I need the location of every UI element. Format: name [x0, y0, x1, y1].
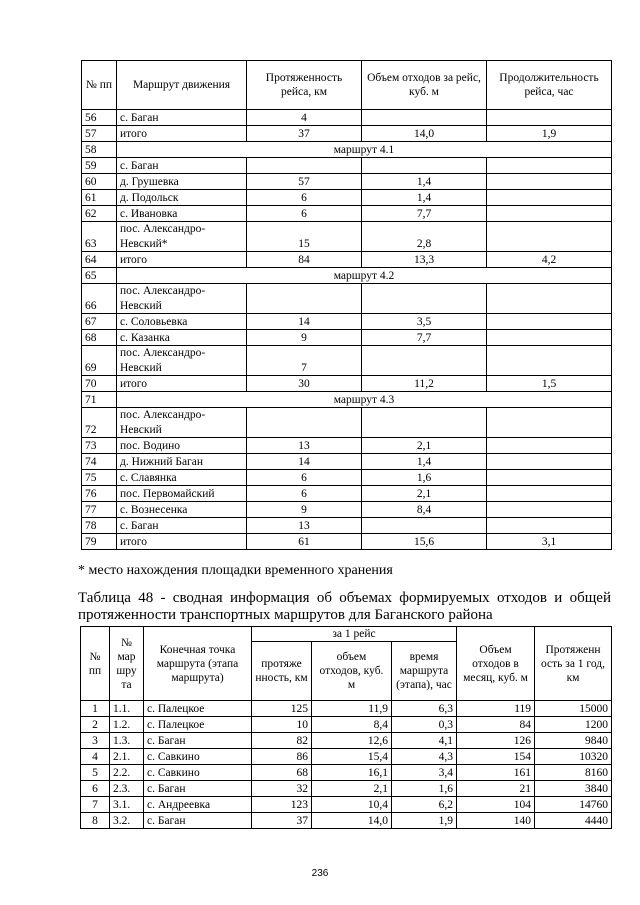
table-row: [81, 701, 612, 717]
trip-length: 32: [252, 781, 312, 797]
route-number: 3.2.: [110, 813, 144, 829]
trip-time: 3,4: [392, 765, 457, 781]
trip-duration: 1,5: [487, 376, 612, 392]
route-number: 2.2.: [110, 765, 144, 781]
yearly-length: 14760: [535, 797, 612, 813]
header-trip-volume: объем отходов, куб. м: [312, 642, 392, 701]
trip-length: 61: [247, 534, 362, 550]
trip-length: 9: [247, 330, 362, 346]
trip-duration: [487, 314, 612, 330]
route-endpoint: с. Баган: [144, 781, 252, 797]
table-row: [82, 330, 612, 346]
trip-volume: 7,7: [362, 206, 487, 222]
trip-length: 57: [247, 174, 362, 190]
route-name: с. Вознесенка: [117, 502, 247, 518]
route-section-label: маршрут 4.1: [117, 142, 612, 158]
summary-header-row-1: [81, 627, 612, 642]
trip-length: 13: [247, 438, 362, 454]
trip-volume: [362, 346, 487, 376]
trip-volume: 15,6: [362, 534, 487, 550]
route-name: пос. Водино: [117, 438, 247, 454]
row-number: 60: [82, 174, 117, 190]
trip-volume: 14,0: [312, 813, 392, 829]
trip-duration: [487, 454, 612, 470]
row-number: 7: [81, 797, 110, 813]
route-endpoint: с. Савкино: [144, 765, 252, 781]
yearly-length: 1200: [535, 717, 612, 733]
route-name: с. Казанка: [117, 330, 247, 346]
route-name: итого: [117, 126, 247, 142]
row-number: 73: [82, 438, 117, 454]
trip-duration: [487, 408, 612, 438]
route-number: 2.1.: [110, 749, 144, 765]
row-number: 75: [82, 470, 117, 486]
trip-volume: 1,4: [362, 190, 487, 206]
row-number: 62: [82, 206, 117, 222]
trip-duration: 4,2: [487, 252, 612, 268]
header-volume: Объем отходов за рейс, куб. м: [362, 61, 487, 110]
monthly-volume: 126: [457, 733, 535, 749]
route-name: итого: [117, 252, 247, 268]
trip-duration: 1,9: [487, 126, 612, 142]
table-row: [82, 518, 612, 534]
monthly-volume: 21: [457, 781, 535, 797]
yearly-length: 4440: [535, 813, 612, 829]
table-row: [81, 717, 612, 733]
route-endpoint: с. Палецкое: [144, 717, 252, 733]
route-name: с. Баган: [117, 518, 247, 534]
row-number: 3: [81, 733, 110, 749]
table-row: [82, 252, 612, 268]
trip-volume: 1,6: [362, 470, 487, 486]
row-number: 56: [82, 110, 117, 126]
trip-volume: 2,1: [362, 486, 487, 502]
header-route: Маршрут движения: [117, 61, 247, 110]
row-number: 61: [82, 190, 117, 206]
trip-duration: [487, 486, 612, 502]
table-row: [82, 438, 612, 454]
trip-length: 68: [252, 765, 312, 781]
trip-length: 14: [247, 314, 362, 330]
row-number: 63: [82, 222, 117, 252]
trip-length: 37: [247, 126, 362, 142]
row-number: 4: [81, 749, 110, 765]
trip-duration: [487, 174, 612, 190]
row-number: 69: [82, 346, 117, 376]
trip-length: [247, 284, 362, 314]
trip-length: 13: [247, 518, 362, 534]
yearly-length: 3840: [535, 781, 612, 797]
table-row: [81, 813, 612, 829]
row-number: 1: [81, 701, 110, 717]
trip-volume: 7,7: [362, 330, 487, 346]
yearly-length: 9840: [535, 733, 612, 749]
route-section-label: маршрут 4.3: [117, 392, 612, 408]
trip-length: 9: [247, 502, 362, 518]
trip-volume: 1,4: [362, 454, 487, 470]
trip-duration: [487, 110, 612, 126]
trip-length: 6: [247, 486, 362, 502]
row-number: 74: [82, 454, 117, 470]
table-row: [82, 314, 612, 330]
trip-duration: [487, 470, 612, 486]
table-row: [82, 534, 612, 550]
route-number: 1.2.: [110, 717, 144, 733]
header-endpoint: Конечная точка маршрута (этапа маршрута): [144, 627, 252, 701]
trip-duration: [487, 190, 612, 206]
trip-length: 30: [247, 376, 362, 392]
route-number: 3.1.: [110, 797, 144, 813]
route-endpoint: с. Баган: [144, 813, 252, 829]
trip-time: 4,1: [392, 733, 457, 749]
trip-volume: 2,8: [362, 222, 487, 252]
header-number: № пп: [82, 61, 117, 110]
row-number: 78: [82, 518, 117, 534]
trip-length: 123: [252, 797, 312, 813]
route-name: с. Баган: [117, 110, 247, 126]
header-trip-time: время маршрута (этапа), час: [392, 642, 457, 701]
route-name: пос. Первомайский: [117, 486, 247, 502]
table-row: [82, 346, 612, 376]
header-duration: Продолжительность рейса, час: [487, 61, 612, 110]
row-number: 57: [82, 126, 117, 142]
table-row: [81, 781, 612, 797]
route-name: д. Грушевка: [117, 174, 247, 190]
trip-duration: [487, 330, 612, 346]
table-row: [82, 486, 612, 502]
trip-volume: 11,2: [362, 376, 487, 392]
trip-length: 15: [247, 222, 362, 252]
table-row: [82, 158, 612, 174]
trip-length: [247, 408, 362, 438]
table-row: [82, 392, 612, 408]
table-row: [81, 765, 612, 781]
route-name: с. Баган: [117, 158, 247, 174]
summary-table: [80, 626, 612, 829]
trip-volume: 8,4: [362, 502, 487, 518]
header-length: Протяженность рейса, км: [247, 61, 362, 110]
table-row: [81, 749, 612, 765]
row-number: 59: [82, 158, 117, 174]
row-number: 71: [82, 392, 117, 408]
route-number: 1.1.: [110, 701, 144, 717]
trip-volume: [362, 518, 487, 534]
trip-duration: [487, 346, 612, 376]
trip-length: 6: [247, 470, 362, 486]
trip-length: 125: [252, 701, 312, 717]
route-number: 2.3.: [110, 781, 144, 797]
row-number: 2: [81, 717, 110, 733]
table-row: [82, 408, 612, 438]
route-endpoint: с. Палецкое: [144, 701, 252, 717]
row-number: 64: [82, 252, 117, 268]
route-endpoint: с. Баган: [144, 733, 252, 749]
trip-time: 4,3: [392, 749, 457, 765]
route-name: пос. Александро-Невский: [117, 346, 247, 376]
routes-table-header: [82, 61, 612, 110]
yearly-length: 8160: [535, 765, 612, 781]
trip-volume: 13,3: [362, 252, 487, 268]
monthly-volume: 104: [457, 797, 535, 813]
table-row: [82, 376, 612, 392]
header-per-trip: за 1 рейс: [252, 627, 457, 642]
row-number: 6: [81, 781, 110, 797]
table-row: [82, 502, 612, 518]
footnote: * место нахождения площадки временного хранения: [78, 563, 393, 578]
summary-table-body: [81, 701, 612, 829]
trip-volume: 14,0: [362, 126, 487, 142]
page-number: 236: [311, 868, 329, 879]
table-row: [82, 268, 612, 284]
row-number: 77: [82, 502, 117, 518]
route-number: 1.3.: [110, 733, 144, 749]
trip-time: 1,9: [392, 813, 457, 829]
trip-time: 1,6: [392, 781, 457, 797]
trip-volume: 1,4: [362, 174, 487, 190]
route-name: итого: [117, 376, 247, 392]
trip-time: 6,2: [392, 797, 457, 813]
trip-volume: [362, 110, 487, 126]
route-endpoint: с. Савкино: [144, 749, 252, 765]
table-row: [82, 126, 612, 142]
header-monthly-volume: Объем отходов в месяц, куб. м: [457, 627, 535, 701]
monthly-volume: 161: [457, 765, 535, 781]
trip-volume: [362, 408, 487, 438]
table-row: [82, 190, 612, 206]
table-row: [82, 206, 612, 222]
trip-volume: 15,4: [312, 749, 392, 765]
trip-duration: [487, 438, 612, 454]
table-row: [81, 797, 612, 813]
routes-table: [81, 60, 612, 550]
trip-length: 82: [252, 733, 312, 749]
route-endpoint: с. Андреевка: [144, 797, 252, 813]
trip-volume: [362, 284, 487, 314]
trip-duration: [487, 158, 612, 174]
trip-length: 6: [247, 206, 362, 222]
monthly-volume: 119: [457, 701, 535, 717]
route-name: пос. Александро-Невский*: [117, 222, 247, 252]
row-number: 68: [82, 330, 117, 346]
trip-volume: 2,1: [362, 438, 487, 454]
header-trip-length: протяже нность, км: [252, 642, 312, 701]
monthly-volume: 140: [457, 813, 535, 829]
trip-length: 37: [252, 813, 312, 829]
table-caption: Таблица 48 - сводная информация об объемах формируемых отходов и общей протяженности транспортных маршрутов для Баганского района: [78, 590, 611, 623]
row-number: 70: [82, 376, 117, 392]
row-number: 67: [82, 314, 117, 330]
trip-volume: 10,4: [312, 797, 392, 813]
trip-duration: [487, 206, 612, 222]
trip-volume: 12,6: [312, 733, 392, 749]
table-row: [81, 733, 612, 749]
trip-volume: 2,1: [312, 781, 392, 797]
trip-duration: [487, 518, 612, 534]
row-number: 79: [82, 534, 117, 550]
trip-time: 6,3: [392, 701, 457, 717]
row-number: 58: [82, 142, 117, 158]
trip-duration: 3,1: [487, 534, 612, 550]
table-row: [82, 454, 612, 470]
header-yearly-length: Протяженн ость за 1 год, км: [535, 627, 612, 701]
trip-length: [247, 158, 362, 174]
route-name: с. Славянка: [117, 470, 247, 486]
row-number: 5: [81, 765, 110, 781]
trip-volume: 8,4: [312, 717, 392, 733]
trip-time: 0,3: [392, 717, 457, 733]
trip-length: 6: [247, 190, 362, 206]
yearly-length: 15000: [535, 701, 612, 717]
yearly-length: 10320: [535, 749, 612, 765]
routes-table-body: [82, 110, 612, 550]
table-row: [82, 222, 612, 252]
trip-volume: 11,9: [312, 701, 392, 717]
row-number: 8: [81, 813, 110, 829]
route-name: пос. Александро-Невский: [117, 408, 247, 438]
table-row: [82, 284, 612, 314]
table-row: [82, 110, 612, 126]
row-number: 76: [82, 486, 117, 502]
trip-length: 4: [247, 110, 362, 126]
trip-length: 84: [247, 252, 362, 268]
monthly-volume: 84: [457, 717, 535, 733]
table-row: [82, 174, 612, 190]
trip-duration: [487, 502, 612, 518]
header-number: № пп: [81, 627, 110, 701]
monthly-volume: 154: [457, 749, 535, 765]
row-number: 65: [82, 268, 117, 284]
route-name: д. Подольск: [117, 190, 247, 206]
trip-volume: 16,1: [312, 765, 392, 781]
trip-length: 7: [247, 346, 362, 376]
trip-length: 14: [247, 454, 362, 470]
table-row: [82, 142, 612, 158]
header-route-number: № мар шру та: [110, 627, 144, 701]
route-name: итого: [117, 534, 247, 550]
table-row: [82, 470, 612, 486]
trip-duration: [487, 284, 612, 314]
row-number: 72: [82, 408, 117, 438]
trip-duration: [487, 222, 612, 252]
row-number: 66: [82, 284, 117, 314]
trip-volume: 3,5: [362, 314, 487, 330]
route-name: с. Ивановка: [117, 206, 247, 222]
trip-volume: [362, 158, 487, 174]
route-name: пос. Александро-Невский: [117, 284, 247, 314]
route-section-label: маршрут 4.2: [117, 268, 612, 284]
route-name: д. Нижний Баган: [117, 454, 247, 470]
route-name: с. Соловьевка: [117, 314, 247, 330]
trip-length: 86: [252, 749, 312, 765]
trip-length: 10: [252, 717, 312, 733]
